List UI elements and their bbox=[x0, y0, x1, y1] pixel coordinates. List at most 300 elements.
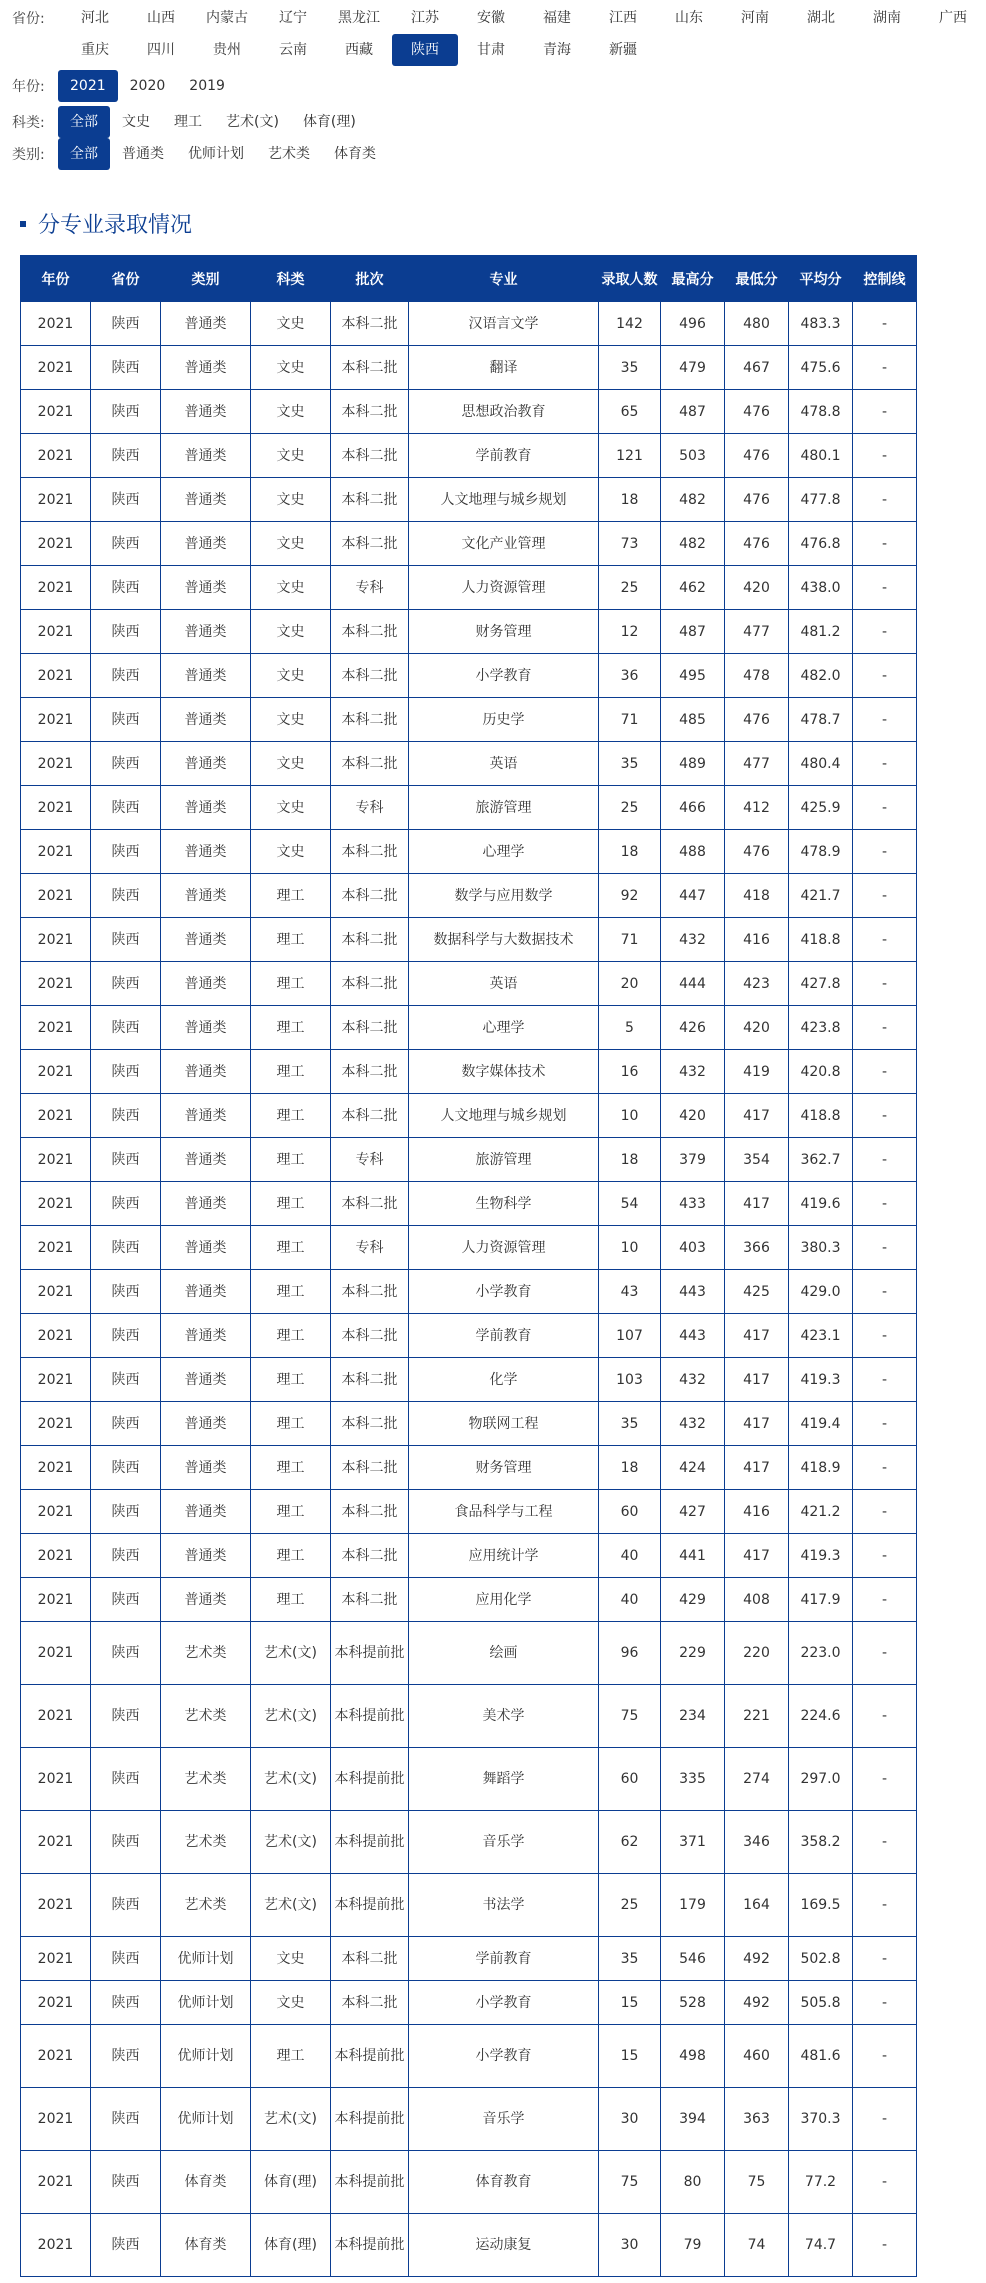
table-cell: 文化产业管理 bbox=[409, 522, 599, 566]
table-cell: - bbox=[853, 2088, 917, 2151]
table-cell: 169.5 bbox=[789, 1874, 853, 1937]
table-cell: 416 bbox=[725, 918, 789, 962]
table-cell: 陕西 bbox=[91, 1138, 161, 1182]
table-cell: 74.7 bbox=[789, 2214, 853, 2277]
table-cell: 2021 bbox=[21, 1874, 91, 1937]
table-cell: 小学教育 bbox=[409, 1981, 599, 2025]
table-cell: 本科提前批 bbox=[331, 1811, 409, 1874]
table-cell: 18 bbox=[599, 478, 661, 522]
column-header: 年份 bbox=[21, 256, 91, 302]
table-cell: 艺术(文) bbox=[251, 2088, 331, 2151]
table-row bbox=[21, 2088, 917, 2151]
table-cell: 绘画 bbox=[409, 1622, 599, 1685]
table-cell: 420.8 bbox=[789, 1050, 853, 1094]
table-cell: 2021 bbox=[21, 1358, 91, 1402]
province-option[interactable]: 山东 bbox=[675, 10, 703, 26]
table-cell: 小学教育 bbox=[409, 2025, 599, 2088]
table-cell: 2021 bbox=[21, 346, 91, 390]
table-cell: - bbox=[853, 1490, 917, 1534]
leibie-option[interactable]: 普通类 bbox=[122, 146, 164, 162]
table-cell: 陕西 bbox=[91, 390, 161, 434]
table-cell: 文史 bbox=[251, 478, 331, 522]
leibie-label: 类别: bbox=[12, 147, 45, 163]
table-cell: 陕西 bbox=[91, 2088, 161, 2151]
table-cell: 2021 bbox=[21, 1270, 91, 1314]
table-cell: 陕西 bbox=[91, 1094, 161, 1138]
table-cell: 理工 bbox=[251, 962, 331, 1006]
province-option[interactable]: 四川 bbox=[147, 42, 175, 58]
table-cell: 本科二批 bbox=[331, 390, 409, 434]
table-cell: 35 bbox=[599, 346, 661, 390]
table-row bbox=[21, 654, 917, 698]
table-cell: 503 bbox=[661, 434, 725, 478]
table-row bbox=[21, 1490, 917, 1534]
table-cell: - bbox=[853, 918, 917, 962]
table-cell: 数字媒体技术 bbox=[409, 1050, 599, 1094]
table-row bbox=[21, 566, 917, 610]
table-cell: 普通类 bbox=[161, 1578, 251, 1622]
column-header: 科类 bbox=[251, 256, 331, 302]
table-cell: - bbox=[853, 786, 917, 830]
table-cell: 25 bbox=[599, 566, 661, 610]
table-cell: 文史 bbox=[251, 346, 331, 390]
table-cell: 艺术类 bbox=[161, 1748, 251, 1811]
table-cell: 2021 bbox=[21, 1226, 91, 1270]
table-cell: 2021 bbox=[21, 1006, 91, 1050]
table-cell: 2021 bbox=[21, 1182, 91, 1226]
table-cell: 420 bbox=[725, 566, 789, 610]
table-cell: - bbox=[853, 1446, 917, 1490]
province-option[interactable]: 安徽 bbox=[477, 10, 505, 26]
table-cell: 优师计划 bbox=[161, 2088, 251, 2151]
province-option[interactable]: 甘肃 bbox=[477, 42, 505, 58]
table-cell: 60 bbox=[599, 1748, 661, 1811]
kelei-option[interactable]: 艺术(文) bbox=[226, 114, 279, 130]
table-row bbox=[21, 1622, 917, 1685]
province-option[interactable]: 新疆 bbox=[609, 42, 637, 58]
table-cell: 335 bbox=[661, 1748, 725, 1811]
province-option[interactable]: 陕西 bbox=[392, 34, 458, 66]
province-option[interactable]: 河南 bbox=[741, 10, 769, 26]
table-cell: 107 bbox=[599, 1314, 661, 1358]
table-cell: 480.1 bbox=[789, 434, 853, 478]
table-cell: 466 bbox=[661, 786, 725, 830]
table-cell: 文史 bbox=[251, 566, 331, 610]
table-cell: 480.4 bbox=[789, 742, 853, 786]
table-cell: 美术学 bbox=[409, 1685, 599, 1748]
table-cell: 陕西 bbox=[91, 786, 161, 830]
table-cell: - bbox=[853, 874, 917, 918]
table-cell: 2021 bbox=[21, 1937, 91, 1981]
table-cell: 学前教育 bbox=[409, 1937, 599, 1981]
table-row bbox=[21, 1402, 917, 1446]
province-option[interactable]: 贵州 bbox=[213, 42, 241, 58]
table-cell: 43 bbox=[599, 1270, 661, 1314]
table-cell: 体育(理) bbox=[251, 2214, 331, 2277]
province-option[interactable]: 云南 bbox=[279, 42, 307, 58]
table-cell: 优师计划 bbox=[161, 1981, 251, 2025]
table-cell: 文史 bbox=[251, 1981, 331, 2025]
table-cell: 理工 bbox=[251, 1050, 331, 1094]
table-row bbox=[21, 522, 917, 566]
table-cell: 419 bbox=[725, 1050, 789, 1094]
table-cell: 本科二批 bbox=[331, 830, 409, 874]
leibie-option[interactable]: 体育类 bbox=[334, 146, 376, 162]
table-cell: 2021 bbox=[21, 2025, 91, 2088]
table-cell: 419.4 bbox=[789, 1402, 853, 1446]
table-cell: 本科二批 bbox=[331, 1050, 409, 1094]
table-cell: 学前教育 bbox=[409, 434, 599, 478]
table-cell: 502.8 bbox=[789, 1937, 853, 1981]
table-cell: 10 bbox=[599, 1094, 661, 1138]
table-cell: 495 bbox=[661, 654, 725, 698]
table-cell: 陕西 bbox=[91, 346, 161, 390]
table-cell: 数据科学与大数据技术 bbox=[409, 918, 599, 962]
table-cell: 本科提前批 bbox=[331, 1622, 409, 1685]
table-cell: 本科二批 bbox=[331, 918, 409, 962]
table-row bbox=[21, 1358, 917, 1402]
leibie-option[interactable]: 艺术类 bbox=[268, 146, 310, 162]
table-cell: - bbox=[853, 1358, 917, 1402]
table-cell: 专科 bbox=[331, 786, 409, 830]
table-cell: 421.2 bbox=[789, 1490, 853, 1534]
table-cell: 本科提前批 bbox=[331, 2214, 409, 2277]
table-cell: 496 bbox=[661, 302, 725, 346]
table-cell: 历史学 bbox=[409, 698, 599, 742]
table-cell: 文史 bbox=[251, 434, 331, 478]
table-cell: - bbox=[853, 2151, 917, 2214]
table-cell: 12 bbox=[599, 610, 661, 654]
table-cell: - bbox=[853, 962, 917, 1006]
table-cell: 427 bbox=[661, 1490, 725, 1534]
table-row bbox=[21, 2151, 917, 2214]
table-cell: - bbox=[853, 1006, 917, 1050]
table-cell: 71 bbox=[599, 918, 661, 962]
table-cell: 体育类 bbox=[161, 2151, 251, 2214]
province-option[interactable]: 青海 bbox=[543, 42, 571, 58]
table-cell: 陕西 bbox=[91, 918, 161, 962]
table-cell: 本科二批 bbox=[331, 1981, 409, 2025]
table-cell: 本科二批 bbox=[331, 1402, 409, 1446]
table-cell: - bbox=[853, 1534, 917, 1578]
table-cell: 理工 bbox=[251, 1358, 331, 1402]
table-cell: 普通类 bbox=[161, 698, 251, 742]
table-cell: 陕西 bbox=[91, 522, 161, 566]
table-cell: 普通类 bbox=[161, 1182, 251, 1226]
table-cell: 10 bbox=[599, 1226, 661, 1270]
table-cell: 429 bbox=[661, 1578, 725, 1622]
table-cell: 421.7 bbox=[789, 874, 853, 918]
table-cell: 478.9 bbox=[789, 830, 853, 874]
table-cell: 476 bbox=[725, 478, 789, 522]
table-cell: 2021 bbox=[21, 830, 91, 874]
table-cell: 179 bbox=[661, 1874, 725, 1937]
table-cell: 食品科学与工程 bbox=[409, 1490, 599, 1534]
kelei-option[interactable]: 全部 bbox=[58, 106, 110, 138]
table-row bbox=[21, 1981, 917, 2025]
table-cell: 363 bbox=[725, 2088, 789, 2151]
table-cell: 书法学 bbox=[409, 1874, 599, 1937]
table-header-row bbox=[21, 256, 917, 302]
table-cell: 普通类 bbox=[161, 1358, 251, 1402]
table-cell: 379 bbox=[661, 1138, 725, 1182]
table-cell: 417.9 bbox=[789, 1578, 853, 1622]
table-cell: 2021 bbox=[21, 874, 91, 918]
province-option[interactable]: 辽宁 bbox=[279, 10, 307, 26]
table-cell: 本科二批 bbox=[331, 346, 409, 390]
table-cell: 理工 bbox=[251, 1446, 331, 1490]
table-cell: 本科二批 bbox=[331, 302, 409, 346]
table-row bbox=[21, 302, 917, 346]
table-cell: 477 bbox=[725, 610, 789, 654]
province-option[interactable]: 河北 bbox=[81, 10, 109, 26]
table-cell: 理工 bbox=[251, 1226, 331, 1270]
table-cell: 418 bbox=[725, 874, 789, 918]
province-option[interactable]: 黑龙江 bbox=[338, 10, 380, 26]
province-option[interactable]: 福建 bbox=[543, 10, 571, 26]
table-cell: 文史 bbox=[251, 390, 331, 434]
table-cell: 普通类 bbox=[161, 390, 251, 434]
table-cell: 财务管理 bbox=[409, 610, 599, 654]
table-cell: 本科提前批 bbox=[331, 1874, 409, 1937]
table-row bbox=[21, 1685, 917, 1748]
table-cell: 本科二批 bbox=[331, 610, 409, 654]
table-cell: 433 bbox=[661, 1182, 725, 1226]
table-cell: 本科二批 bbox=[331, 962, 409, 1006]
province-option[interactable]: 江苏 bbox=[411, 10, 439, 26]
table-cell: 432 bbox=[661, 1050, 725, 1094]
table-cell: 418.8 bbox=[789, 918, 853, 962]
province-filter-row-2 bbox=[0, 34, 656, 66]
table-cell: 478.7 bbox=[789, 698, 853, 742]
section-title bbox=[20, 208, 192, 239]
kelei-option[interactable]: 体育(理) bbox=[302, 114, 356, 130]
table-cell: 2021 bbox=[21, 918, 91, 962]
table-row bbox=[21, 1182, 917, 1226]
table-cell: 普通类 bbox=[161, 1226, 251, 1270]
table-cell: 本科提前批 bbox=[331, 1748, 409, 1811]
table-cell: 15 bbox=[599, 2025, 661, 2088]
table-cell: 普通类 bbox=[161, 1270, 251, 1314]
table-cell: 优师计划 bbox=[161, 2025, 251, 2088]
table-row bbox=[21, 1006, 917, 1050]
table-cell: 理工 bbox=[251, 874, 331, 918]
table-cell: 小学教育 bbox=[409, 1270, 599, 1314]
table-cell: 文史 bbox=[251, 698, 331, 742]
table-cell: 本科二批 bbox=[331, 1937, 409, 1981]
table-cell: 5 bbox=[599, 1006, 661, 1050]
table-cell: 财务管理 bbox=[409, 1446, 599, 1490]
table-cell: 528 bbox=[661, 1981, 725, 2025]
province-option[interactable]: 广西 bbox=[939, 10, 967, 26]
table-cell: 英语 bbox=[409, 962, 599, 1006]
table-cell: 本科二批 bbox=[331, 1006, 409, 1050]
table-cell: 本科二批 bbox=[331, 1182, 409, 1226]
table-cell: 481.2 bbox=[789, 610, 853, 654]
table-cell: 476 bbox=[725, 522, 789, 566]
table-cell: 425.9 bbox=[789, 786, 853, 830]
table-cell: 71 bbox=[599, 698, 661, 742]
table-cell: 应用化学 bbox=[409, 1578, 599, 1622]
table-cell: 2021 bbox=[21, 522, 91, 566]
table-cell: 444 bbox=[661, 962, 725, 1006]
table-cell: 心理学 bbox=[409, 830, 599, 874]
column-header: 类别 bbox=[161, 256, 251, 302]
table-cell: 2021 bbox=[21, 654, 91, 698]
table-cell: 35 bbox=[599, 1937, 661, 1981]
table-cell: 舞蹈学 bbox=[409, 1748, 599, 1811]
table-cell: 陕西 bbox=[91, 742, 161, 786]
table-cell: 陕西 bbox=[91, 1748, 161, 1811]
table-cell: 普通类 bbox=[161, 918, 251, 962]
table-cell: 423.1 bbox=[789, 1314, 853, 1358]
table-cell: 理工 bbox=[251, 1578, 331, 1622]
table-cell: 陕西 bbox=[91, 1981, 161, 2025]
table-cell: 文史 bbox=[251, 786, 331, 830]
province-option[interactable]: 湖北 bbox=[807, 10, 835, 26]
province-filter-row-1 bbox=[0, 2, 986, 34]
table-cell: 366 bbox=[725, 1226, 789, 1270]
year-option[interactable]: 2021 bbox=[58, 70, 118, 102]
year-option[interactable]: 2020 bbox=[129, 78, 166, 94]
table-cell: 体育(理) bbox=[251, 2151, 331, 2214]
table-cell: 30 bbox=[599, 2088, 661, 2151]
table-row bbox=[21, 1534, 917, 1578]
table-cell: 423.8 bbox=[789, 1006, 853, 1050]
table-row bbox=[21, 698, 917, 742]
table-cell: 2021 bbox=[21, 1981, 91, 2025]
province-option[interactable]: 江西 bbox=[609, 10, 637, 26]
table-row bbox=[21, 2025, 917, 2088]
table-cell: 汉语言文学 bbox=[409, 302, 599, 346]
table-cell: 462 bbox=[661, 566, 725, 610]
table-cell: 476 bbox=[725, 830, 789, 874]
table-cell: 陕西 bbox=[91, 654, 161, 698]
table-cell: 普通类 bbox=[161, 1050, 251, 1094]
table-cell: 艺术(文) bbox=[251, 1811, 331, 1874]
year-option[interactable]: 2019 bbox=[189, 78, 225, 94]
table-cell: 本科二批 bbox=[331, 478, 409, 522]
province-option[interactable]: 重庆 bbox=[81, 42, 109, 58]
table-cell: 2021 bbox=[21, 1534, 91, 1578]
table-cell: 2021 bbox=[21, 742, 91, 786]
table-cell: 412 bbox=[725, 786, 789, 830]
table-cell: 223.0 bbox=[789, 1622, 853, 1685]
table-cell: 陕西 bbox=[91, 610, 161, 654]
table-cell: 420 bbox=[661, 1094, 725, 1138]
table-cell: 心理学 bbox=[409, 1006, 599, 1050]
table-cell: 音乐学 bbox=[409, 2088, 599, 2151]
kelei-option[interactable]: 理工 bbox=[174, 114, 202, 130]
table-cell: 75 bbox=[599, 2151, 661, 2214]
table-cell: - bbox=[853, 1182, 917, 1226]
table-cell: 普通类 bbox=[161, 1138, 251, 1182]
table-cell: - bbox=[853, 302, 917, 346]
table-cell: 陕西 bbox=[91, 2151, 161, 2214]
table-cell: 理工 bbox=[251, 1490, 331, 1534]
table-cell: 73 bbox=[599, 522, 661, 566]
table-cell: 优师计划 bbox=[161, 1937, 251, 1981]
table-cell: 483.3 bbox=[789, 302, 853, 346]
table-cell: 25 bbox=[599, 786, 661, 830]
table-cell: 理工 bbox=[251, 1094, 331, 1138]
leibie-option[interactable]: 优师计划 bbox=[188, 146, 244, 162]
table-cell: 417 bbox=[725, 1402, 789, 1446]
kelei-option[interactable]: 文史 bbox=[122, 114, 150, 130]
leibie-option[interactable]: 全部 bbox=[58, 138, 110, 170]
table-cell: 2021 bbox=[21, 610, 91, 654]
table-cell: 354 bbox=[725, 1138, 789, 1182]
province-label: 省份: bbox=[12, 11, 45, 27]
leibie-filter-row bbox=[0, 138, 388, 170]
table-cell: 467 bbox=[725, 346, 789, 390]
table-cell: 艺术(文) bbox=[251, 1622, 331, 1685]
table-cell: 陕西 bbox=[91, 2025, 161, 2088]
table-cell: 理工 bbox=[251, 918, 331, 962]
column-header: 省份 bbox=[91, 256, 161, 302]
table-cell: 419.3 bbox=[789, 1534, 853, 1578]
table-cell: 2021 bbox=[21, 2151, 91, 2214]
table-cell: - bbox=[853, 434, 917, 478]
province-option[interactable]: 湖南 bbox=[873, 10, 901, 26]
table-cell: 本科二批 bbox=[331, 742, 409, 786]
table-cell: 理工 bbox=[251, 1182, 331, 1226]
table-cell: 40 bbox=[599, 1578, 661, 1622]
table-row bbox=[21, 434, 917, 478]
province-option[interactable]: 西藏 bbox=[345, 42, 373, 58]
table-cell: 476.8 bbox=[789, 522, 853, 566]
table-cell: 403 bbox=[661, 1226, 725, 1270]
table-cell: 417 bbox=[725, 1534, 789, 1578]
table-cell: 本科提前批 bbox=[331, 1685, 409, 1748]
table-cell: 80 bbox=[661, 2151, 725, 2214]
table-cell: 2021 bbox=[21, 1748, 91, 1811]
table-cell: 陕西 bbox=[91, 874, 161, 918]
table-cell: 478.8 bbox=[789, 390, 853, 434]
table-cell: 476 bbox=[725, 434, 789, 478]
table-cell: 274 bbox=[725, 1748, 789, 1811]
table-row bbox=[21, 918, 917, 962]
table-cell: 489 bbox=[661, 742, 725, 786]
table-cell: 人力资源管理 bbox=[409, 1226, 599, 1270]
table-cell: - bbox=[853, 566, 917, 610]
table-cell: 2021 bbox=[21, 1138, 91, 1182]
table-cell: 人力资源管理 bbox=[409, 566, 599, 610]
column-header: 平均分 bbox=[789, 256, 853, 302]
province-option[interactable]: 山西 bbox=[147, 10, 175, 26]
table-cell: 426 bbox=[661, 1006, 725, 1050]
table-cell: 417 bbox=[725, 1446, 789, 1490]
table-cell: - bbox=[853, 1874, 917, 1937]
table-cell: 化学 bbox=[409, 1358, 599, 1402]
province-option[interactable]: 内蒙古 bbox=[206, 10, 248, 26]
table-cell: 224.6 bbox=[789, 1685, 853, 1748]
table-cell: 体育教育 bbox=[409, 2151, 599, 2214]
bullet-icon bbox=[20, 221, 26, 227]
table-cell: 432 bbox=[661, 1358, 725, 1402]
table-cell: 441 bbox=[661, 1534, 725, 1578]
table-cell: 447 bbox=[661, 874, 725, 918]
table-cell: 443 bbox=[661, 1314, 725, 1358]
table-cell: 418.8 bbox=[789, 1094, 853, 1138]
table-row bbox=[21, 1811, 917, 1874]
table-cell: 本科提前批 bbox=[331, 2088, 409, 2151]
table-cell: 专科 bbox=[331, 566, 409, 610]
table-cell: 应用统计学 bbox=[409, 1534, 599, 1578]
table-cell: 陕西 bbox=[91, 1270, 161, 1314]
table-cell: - bbox=[853, 2214, 917, 2277]
table-cell: - bbox=[853, 1270, 917, 1314]
